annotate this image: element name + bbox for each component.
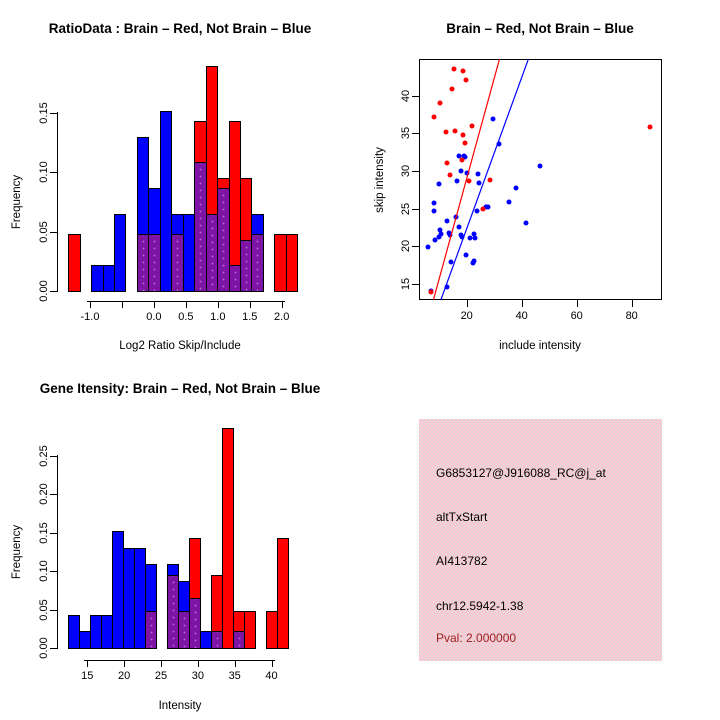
- x-axis-label: include intensity: [499, 340, 581, 352]
- x-tick-label: -1.0: [80, 311, 100, 323]
- x-axis-tick: [250, 301, 251, 308]
- x-axis-tick: [218, 301, 219, 308]
- x-tick-label: 1.5: [242, 311, 258, 323]
- x-axis-tick: [282, 301, 283, 308]
- x-axis-tick: [522, 300, 523, 307]
- panel-intensity-scatter: [360, 0, 720, 360]
- x-axis-tick: [632, 300, 633, 307]
- x-tick-label: 40: [515, 310, 528, 322]
- x-tick-label: 15: [81, 670, 94, 682]
- x-tick-label: 25: [154, 670, 168, 682]
- x-tick-label: 1.0: [210, 311, 226, 323]
- y-tick-label: 0.05: [38, 599, 50, 621]
- info-event-type: altTxStart: [436, 510, 488, 524]
- y-tick-label: 0.05: [38, 220, 50, 243]
- y-axis-tick: [50, 533, 57, 534]
- x-axis-line: [84, 660, 274, 661]
- x-tick-label: 40: [265, 670, 278, 682]
- y-axis-tick: [50, 494, 57, 495]
- histogram-bar: [286, 234, 299, 292]
- info-probe-id: G6853127@J916088_RC@j_at: [436, 466, 606, 480]
- y-axis-tick: [50, 232, 57, 233]
- y-tick-label: 0.00: [38, 637, 50, 660]
- gene-histogram-plot-area: [0, 360, 360, 720]
- fit-line-blue: [441, 59, 528, 300]
- x-axis-label: Intensity: [158, 700, 202, 712]
- x-axis-tick: [122, 301, 123, 308]
- x-tick-label: 30: [191, 670, 204, 682]
- x-axis-tick: [577, 300, 578, 307]
- x-axis-label: Log2 Ratio Skip/Include: [119, 340, 241, 352]
- y-tick-label: 0.25: [38, 445, 50, 467]
- ratio-histogram-plot-area: [0, 0, 360, 360]
- x-axis-tick: [198, 660, 199, 667]
- panel-gene-intensity-histogram: [0, 360, 360, 720]
- y-axis-tick: [50, 571, 57, 572]
- fit-lines: [419, 59, 662, 300]
- x-tick-label: 2.0: [274, 311, 290, 323]
- y-axis-tick: [412, 96, 419, 97]
- x-tick-label: 0.0: [146, 311, 162, 323]
- y-axis-tick: [412, 133, 419, 134]
- x-axis-tick: [154, 301, 155, 308]
- y-axis-line: [57, 112, 58, 292]
- x-axis-tick: [272, 660, 273, 667]
- y-tick-label: 0.10: [38, 161, 50, 184]
- y-tick-label: 40: [400, 89, 412, 102]
- histogram-overlap-bar: [251, 234, 264, 292]
- y-tick-label: 0.20: [38, 483, 50, 506]
- histogram-bar: [68, 234, 81, 292]
- y-tick-label: 20: [400, 240, 412, 253]
- x-axis-tick: [161, 660, 162, 667]
- y-axis-tick: [412, 209, 419, 210]
- histogram-bar: [114, 214, 126, 292]
- y-axis-tick: [50, 113, 57, 114]
- y-axis-tick: [412, 171, 419, 172]
- histogram-bar: [277, 538, 289, 649]
- chart-title: Brain – Red, Not Brain – Blue: [446, 21, 634, 36]
- x-axis-tick: [186, 301, 187, 308]
- x-axis-tick: [87, 660, 88, 667]
- y-axis-tick: [50, 291, 57, 292]
- info-locus: chr12.5942-1.38: [436, 599, 524, 613]
- y-tick-label: 0.15: [38, 102, 50, 124]
- y-tick-label: 0.00: [38, 280, 50, 302]
- histogram-overlap-bar: [145, 611, 157, 649]
- y-tick-label: 25: [400, 202, 412, 215]
- chart-title: Gene Itensity: Brain – Red, Not Brain – Blue: [39, 381, 321, 396]
- panel-info: [360, 360, 720, 720]
- x-tick-label: 35: [228, 670, 241, 682]
- x-tick-label: 20: [460, 310, 473, 322]
- scatter-plot-area: [360, 0, 720, 360]
- y-axis-tick: [412, 246, 419, 247]
- x-tick-label: 20: [118, 670, 131, 682]
- y-tick-label: 30: [400, 164, 412, 178]
- y-tick-label: 15: [400, 277, 412, 291]
- y-axis-label: Frequency: [11, 174, 23, 230]
- panel-ratio-histogram: [0, 0, 360, 360]
- chart-title: RatioData : Brain – Red, Not Brain – Blue: [48, 21, 312, 36]
- x-tick-label: 80: [625, 310, 638, 322]
- info-accession: AI413782: [436, 554, 488, 568]
- y-axis-label: Frequency: [11, 524, 23, 580]
- y-axis-tick: [50, 172, 57, 173]
- x-tick-label: 0.5: [178, 311, 194, 323]
- x-axis-tick: [235, 660, 236, 667]
- x-tick-label: 60: [570, 310, 583, 322]
- y-tick-label: 0.15: [38, 522, 50, 544]
- x-axis-tick: [467, 300, 468, 307]
- y-axis-tick: [50, 648, 57, 649]
- histogram-bar: [244, 611, 256, 649]
- fit-line-red: [433, 59, 499, 300]
- y-axis-tick: [50, 610, 57, 611]
- y-axis-tick: [412, 284, 419, 285]
- x-axis-tick: [90, 301, 91, 308]
- y-axis-label: skip intensity: [374, 147, 386, 213]
- x-axis-tick: [124, 660, 125, 667]
- y-axis-tick: [50, 456, 57, 457]
- y-tick-label: 0.10: [38, 560, 50, 583]
- y-axis-line: [57, 455, 58, 650]
- info-box: [419, 419, 662, 661]
- info-pval-label: Pval: 2.000000: [436, 631, 517, 645]
- y-tick-label: 35: [400, 127, 412, 140]
